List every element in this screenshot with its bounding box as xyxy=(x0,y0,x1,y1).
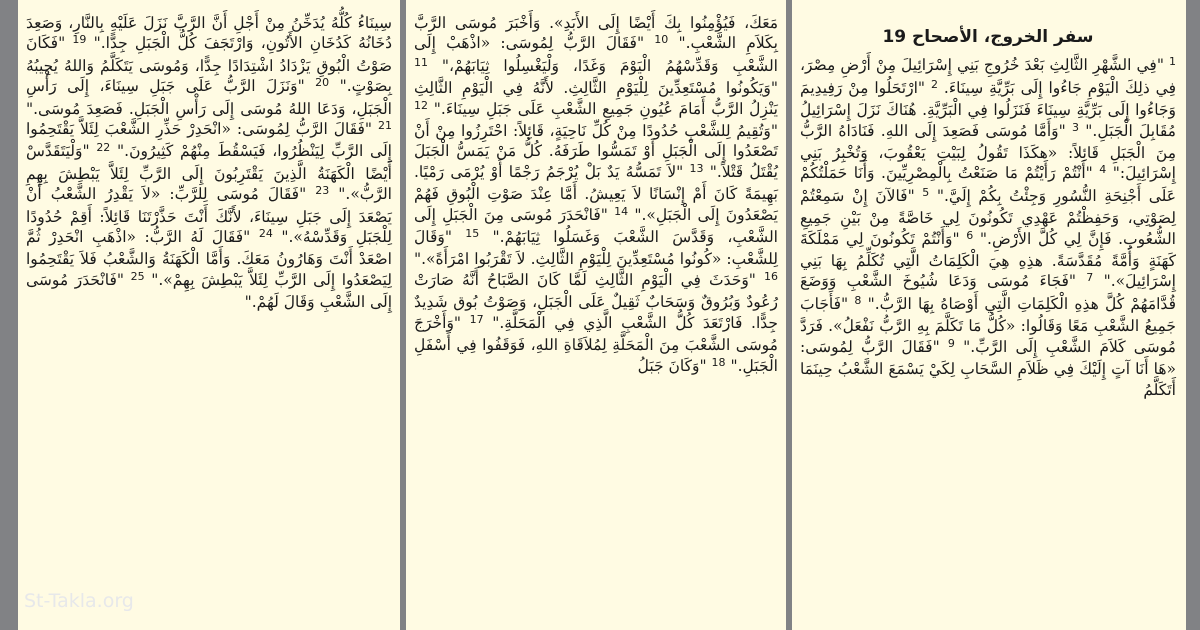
verse-text: "فَقَالَ مُوسَى لِلرَّبِّ: «لاَ يَقْدِرُ الشَّعْبُ أَنْ يَصْعَدَ إِلَى جَبَلِ سِينَاءَ، لأَنَّكَ أَنْتَ حَذَّرْتَنَا قَائِلاً: أَقِمْ حُدُودًا لِلْجَبَلِ وَقَدِّسْهُ»." xyxy=(26,185,392,247)
column-body xyxy=(26,13,392,313)
verse-number: 21 xyxy=(378,119,393,133)
verse-number: 7 xyxy=(1086,271,1094,285)
verse-text: "فَكَانَ صَوْتُ الْبُوقِ يَزْدَادُ اشْتِدَادًا جِدًّا، وَمُوسَى يَتَكَلَّمُ وَاللهُ يُجِيبُهُ بِصَوْتٍ." xyxy=(26,34,392,96)
verse-number: 18 xyxy=(711,355,726,369)
verse-number: 9 xyxy=(947,336,955,350)
verse-number: 2 xyxy=(930,77,938,91)
verse-number: 24 xyxy=(258,227,273,241)
verse-text: "وَيَكُونُوا مُسْتَعِدِّينَ لِلْيَوْمِ الثَّالِثِ. لأَنَّهُ فِي الْيَوْمِ الثَّالِثِ يَنْزِلُ الرَّبُّ أَمَامَ عُيُونِ جَمِيعِ الشَّعْبِ عَلَى جَبَلِ سِينَاءَ." xyxy=(414,79,778,118)
verse-text: سِينَاءُ كُلُّهُ يُدَخِّنُ مِنْ أَجْلِ أَنَّ الرَّبَّ نَزَلَ عَلَيْهِ بِالنَّارِ، وَصَعِدَ دُخَانُهُ كَدُخَانِ الأَتُونِ، وَارْتَجَفَ كُلُّ الْجَبَلِ جِدًّا." xyxy=(26,14,392,53)
verse-text: "وَقَالَ لِلشَّعْبِ: «كُونُوا مُسْتَعِدِّينَ لِلْيَوْمِ الثَّالِثِ. لاَ تَقْرَبُوا امْرَأَةً»." xyxy=(414,228,778,269)
verse-text: "فَجَاءَ مُوسَى وَدَعَا شُيُوخَ الشَّعْبِ وَوَضَعَ قُدَّامَهُمْ كُلَّ هذِهِ الْكَلِمَاتِ الَّتِي أَوْصَاهُ بِهَا الرَّبُّ." xyxy=(800,272,1176,313)
verse-text: "فَقَالَ الرَّبُّ لِمُوسَى: «هَا أَنَا آتٍ إِلَيْكَ فِي ظَلاَمِ السَّحَابِ لِكَيْ يَسْمَعَ الشَّعْبُ حِينَمَا أَتَكَلَّمُ xyxy=(800,337,1176,399)
verse-text: "فَالآنَ إِنْ سَمِعْتُمْ لِصَوْتِي، وَحَفِظْتُمْ عَهْدِي تَكُونُونَ لِي خَاصَّةً مِنْ بَيْنِ جَمِيعِ الشُّعُوبِ. فَإِنَّ لِي كُلَّ الأَرْضِ." xyxy=(800,186,1176,248)
verse-text: "وَأَخْرَجَ مُوسَى الشَّعْبَ مِنَ الْمَحَلَّةِ لِمُلاَقَاةِ اللهِ، فَوَقَفُوا فِي أَسْفَلِ الْجَبَلِ." xyxy=(414,313,778,375)
verse-number: 14 xyxy=(614,204,629,218)
verse-text: "وَأَنْتُمْ تَكُونُونَ لِي مَمْلَكَةَ كَهَنَةٍ وَأُمَّةً مُقَدَّسَةً. هذِهِ هِيَ الْكَلِمَاتُ الَّتِي تُكَلِّمُ بِهَا بَنِي إِسْرَائِيلَ»." xyxy=(800,229,1176,291)
verse-text: "فَقَالَ الرَّبُّ لِمُوسَى: «انْحَدِرْ حَذِّرِ الشَّعْبَ لِئَلاَّ يَقْتَحِمُوا إِلَى الرَّبِّ لِيَنْظُرُوا، فَيَسْقُطَ مِنْهُمْ كَثِيرُونَ." xyxy=(26,120,392,161)
verse-text: "وَنَزَلَ الرَّبُّ عَلَى جَبَلِ سِينَاءَ، إِلَى رَأْسِ الْجَبَلِ، وَدَعَا اللهُ مُوسَى إِلَى رَأْسِ الْجَبَلِ. فَصَعِدَ مُوسَى." xyxy=(26,77,392,118)
verse-text: "وَكَانَ جَبَلُ xyxy=(637,356,707,375)
verse-number: 17 xyxy=(469,312,484,326)
verse-text: "فَقَالَ لَهُ الرَّبُّ: «اذْهَبِ انْحَدِرْ ثُمَّ اصْعَدْ أَنْتَ وَهَارُونُ مَعَكَ. وَأَمَّا الْكَهَنَةُ وَالشَّعْبُ فَلاَ يَقْتَحِمُوا لِيَصْعَدُوا إِلَى الرَّبِّ لِئَلاَّ يَبْطِشَ بِهِمْ»." xyxy=(26,228,392,289)
verse-number: 5 xyxy=(922,185,930,199)
column-body xyxy=(414,13,778,378)
site-watermark: St-Takla.org xyxy=(24,590,134,612)
verse-number: 3 xyxy=(1072,120,1080,134)
verse-number: 6 xyxy=(966,228,974,242)
verse-number: 8 xyxy=(854,293,862,307)
verse-number: 23 xyxy=(315,184,330,198)
verse-number: 11 xyxy=(414,55,428,69)
verse-text: "وَأَمَّا مُوسَى فَصَعِدَ إِلَى اللهِ. فَنَادَاهُ الرَّبُّ مِنَ الْجَبَلِ قَائِلاً: «هكَذَا تَقُولُ لِبَيْتِ يَعْقُوبَ، وَتُخْبِرُ بَنِي إِسْرَائِيلَ:" xyxy=(800,121,1176,183)
verse-text: "لاَ تَمَسُّهُ يَدٌ بَلْ يُرْجَمُ رَجْمًا أَوْ يُرْمَى رَمْيًا. بَهِيمَةً كَانَ أَمْ إِنْسَانًا لاَ يَعِيشُ. أَمَّا عِنْدَ صَوْتِ الْبُوقِ فَهُمْ يَصْعَدُونَ إِلَى الْجَبَلِ»." xyxy=(414,162,778,224)
text-column-right xyxy=(792,0,1186,630)
verse-text: "ارْتَحَلُوا مِنْ رَفِيدِيمَ وَجَاءُوا إِلَى بَرِّيَّةِ سِينَاءَ فَنَزَلُوا فِي الْبَرِّيَّةِ. هُنَاكَ نَزَلَ إِسْرَائِيلُ مُقَابِلَ الْجَبَلِ." xyxy=(800,78,1176,140)
verse-number: 25 xyxy=(130,269,145,283)
verse-number: 10 xyxy=(654,33,669,47)
verse-number: 4 xyxy=(1099,163,1107,177)
verse-number: 19 xyxy=(72,33,87,47)
verse-text: "وَتُقِيمُ لِلشَّعْبِ حُدُودًا مِنْ كُلِّ نَاحِيَةٍ، قَائِلاً: احْتَرِزُوا مِنْ أَنْ تَصْعَدُوا إِلَى الْجَبَلِ أَوْ تَمَسُّوا طَرَفَهُ. كُلُّ مَنْ يَمَسُّ الْجَبَلَ يُقْتَلُ قَتْلاً." xyxy=(414,122,778,181)
verse-number: 13 xyxy=(689,161,704,175)
text-column-middle xyxy=(406,0,786,630)
verse-number: 15 xyxy=(465,227,480,241)
verse-number: 16 xyxy=(764,269,778,283)
verse-text: "فَانْحَدَرَ مُوسَى إِلَى الشَّعْبِ وَقَالَ لَهُمْ." xyxy=(26,270,392,312)
verse-number: 20 xyxy=(315,76,330,90)
verse-number: 22 xyxy=(96,141,111,155)
verse-number: 1 xyxy=(1169,55,1176,69)
verse-text: "وَلْيَتَقَدَّسْ أَيْضًا الْكَهَنَةُ الَّذِينَ يَقْتَرِبُونَ إِلَى الرَّبِّ لِئَلاَّ يَبْطِشَ بِهِمِ الرَّبُّ»." xyxy=(26,142,392,204)
verse-text: مَعَكَ، فَيُؤْمِنُوا بِكَ أَيْضًا إِلَى الأَبَدِ». وَأَخْبَرَ مُوسَى الرَّبَّ بِكَلاَمِ الشَّعْبِ." xyxy=(414,14,778,53)
column-body xyxy=(800,55,1176,400)
verse-text: "وَحَدَثَ فِي الْيَوْمِ الثَّالِثِ لَمَّا كَانَ الصَّبَاحُ أَنَّهُ صَارَتْ رُعُودٌ وَبُرُوقٌ وَسَحَابٌ ثَقِيلٌ عَلَى الْجَبَلِ، وَصَوْتُ بُوق شَدِيدٌ جِدًّا. فَارْتَعَدَ كُلُّ الشَّعْبِ الَّذِي فِي الْمَحَلَّةِ." xyxy=(414,270,778,332)
verse-text: "أَنْتُمْ رَأَيْتُمْ مَا صَنَعْتُ بِالْمِصْرِيِّينَ. وَأَنَا حَمَلْتُكُمْ عَلَى أَجْنِحَةِ النُّسُورِ وَجِئْتُ بِكُمْ إِلَيَّ." xyxy=(800,164,1176,205)
chapter-title: سفر الخروج، الأصحاح 19 xyxy=(882,27,1094,47)
verse-text: "فَقَالَ الرَّبُّ لِمُوسَى: «اذْهَبْ إِلَى الشَّعْبِ وَقَدِّسْهُمُ الْيَوْمَ وَغَدًا، وَلْيَغْسِلُوا ثِيَابَهُمْ،" xyxy=(414,34,778,75)
verse-text: "فَأَجَابَ جَمِيعُ الشَّعْبِ مَعًا وَقَالُوا: «كُلُّ مَا تَكَلَّمَ بِهِ الرَّبُّ نَفْعَلُ». فَرَدَّ مُوسَى كَلاَمَ الشَّعْبِ إِلَى الرَّبِّ." xyxy=(800,294,1176,356)
verse-text: "فَانْحَدَرَ مُوسَى مِنَ الْجَبَلِ إِلَى الشَّعْبِ، وَقَدَّسَ الشَّعْبَ وَغَسَلُوا ثِيَابَهُمْ." xyxy=(414,205,778,247)
verse-text: "فِي الشَّهْرِ الثَّالِثِ بَعْدَ خُرُوجِ بَنِي إِسْرَائِيلَ مِنْ أَرْضِ مِصْرَ، فِي ذلِكَ الْيَوْمِ جَاءُوا إِلَى بَرِّيَّةِ سِينَاءَ. xyxy=(800,56,1176,97)
text-column-left xyxy=(18,0,400,630)
verse-number: 12 xyxy=(414,98,428,112)
